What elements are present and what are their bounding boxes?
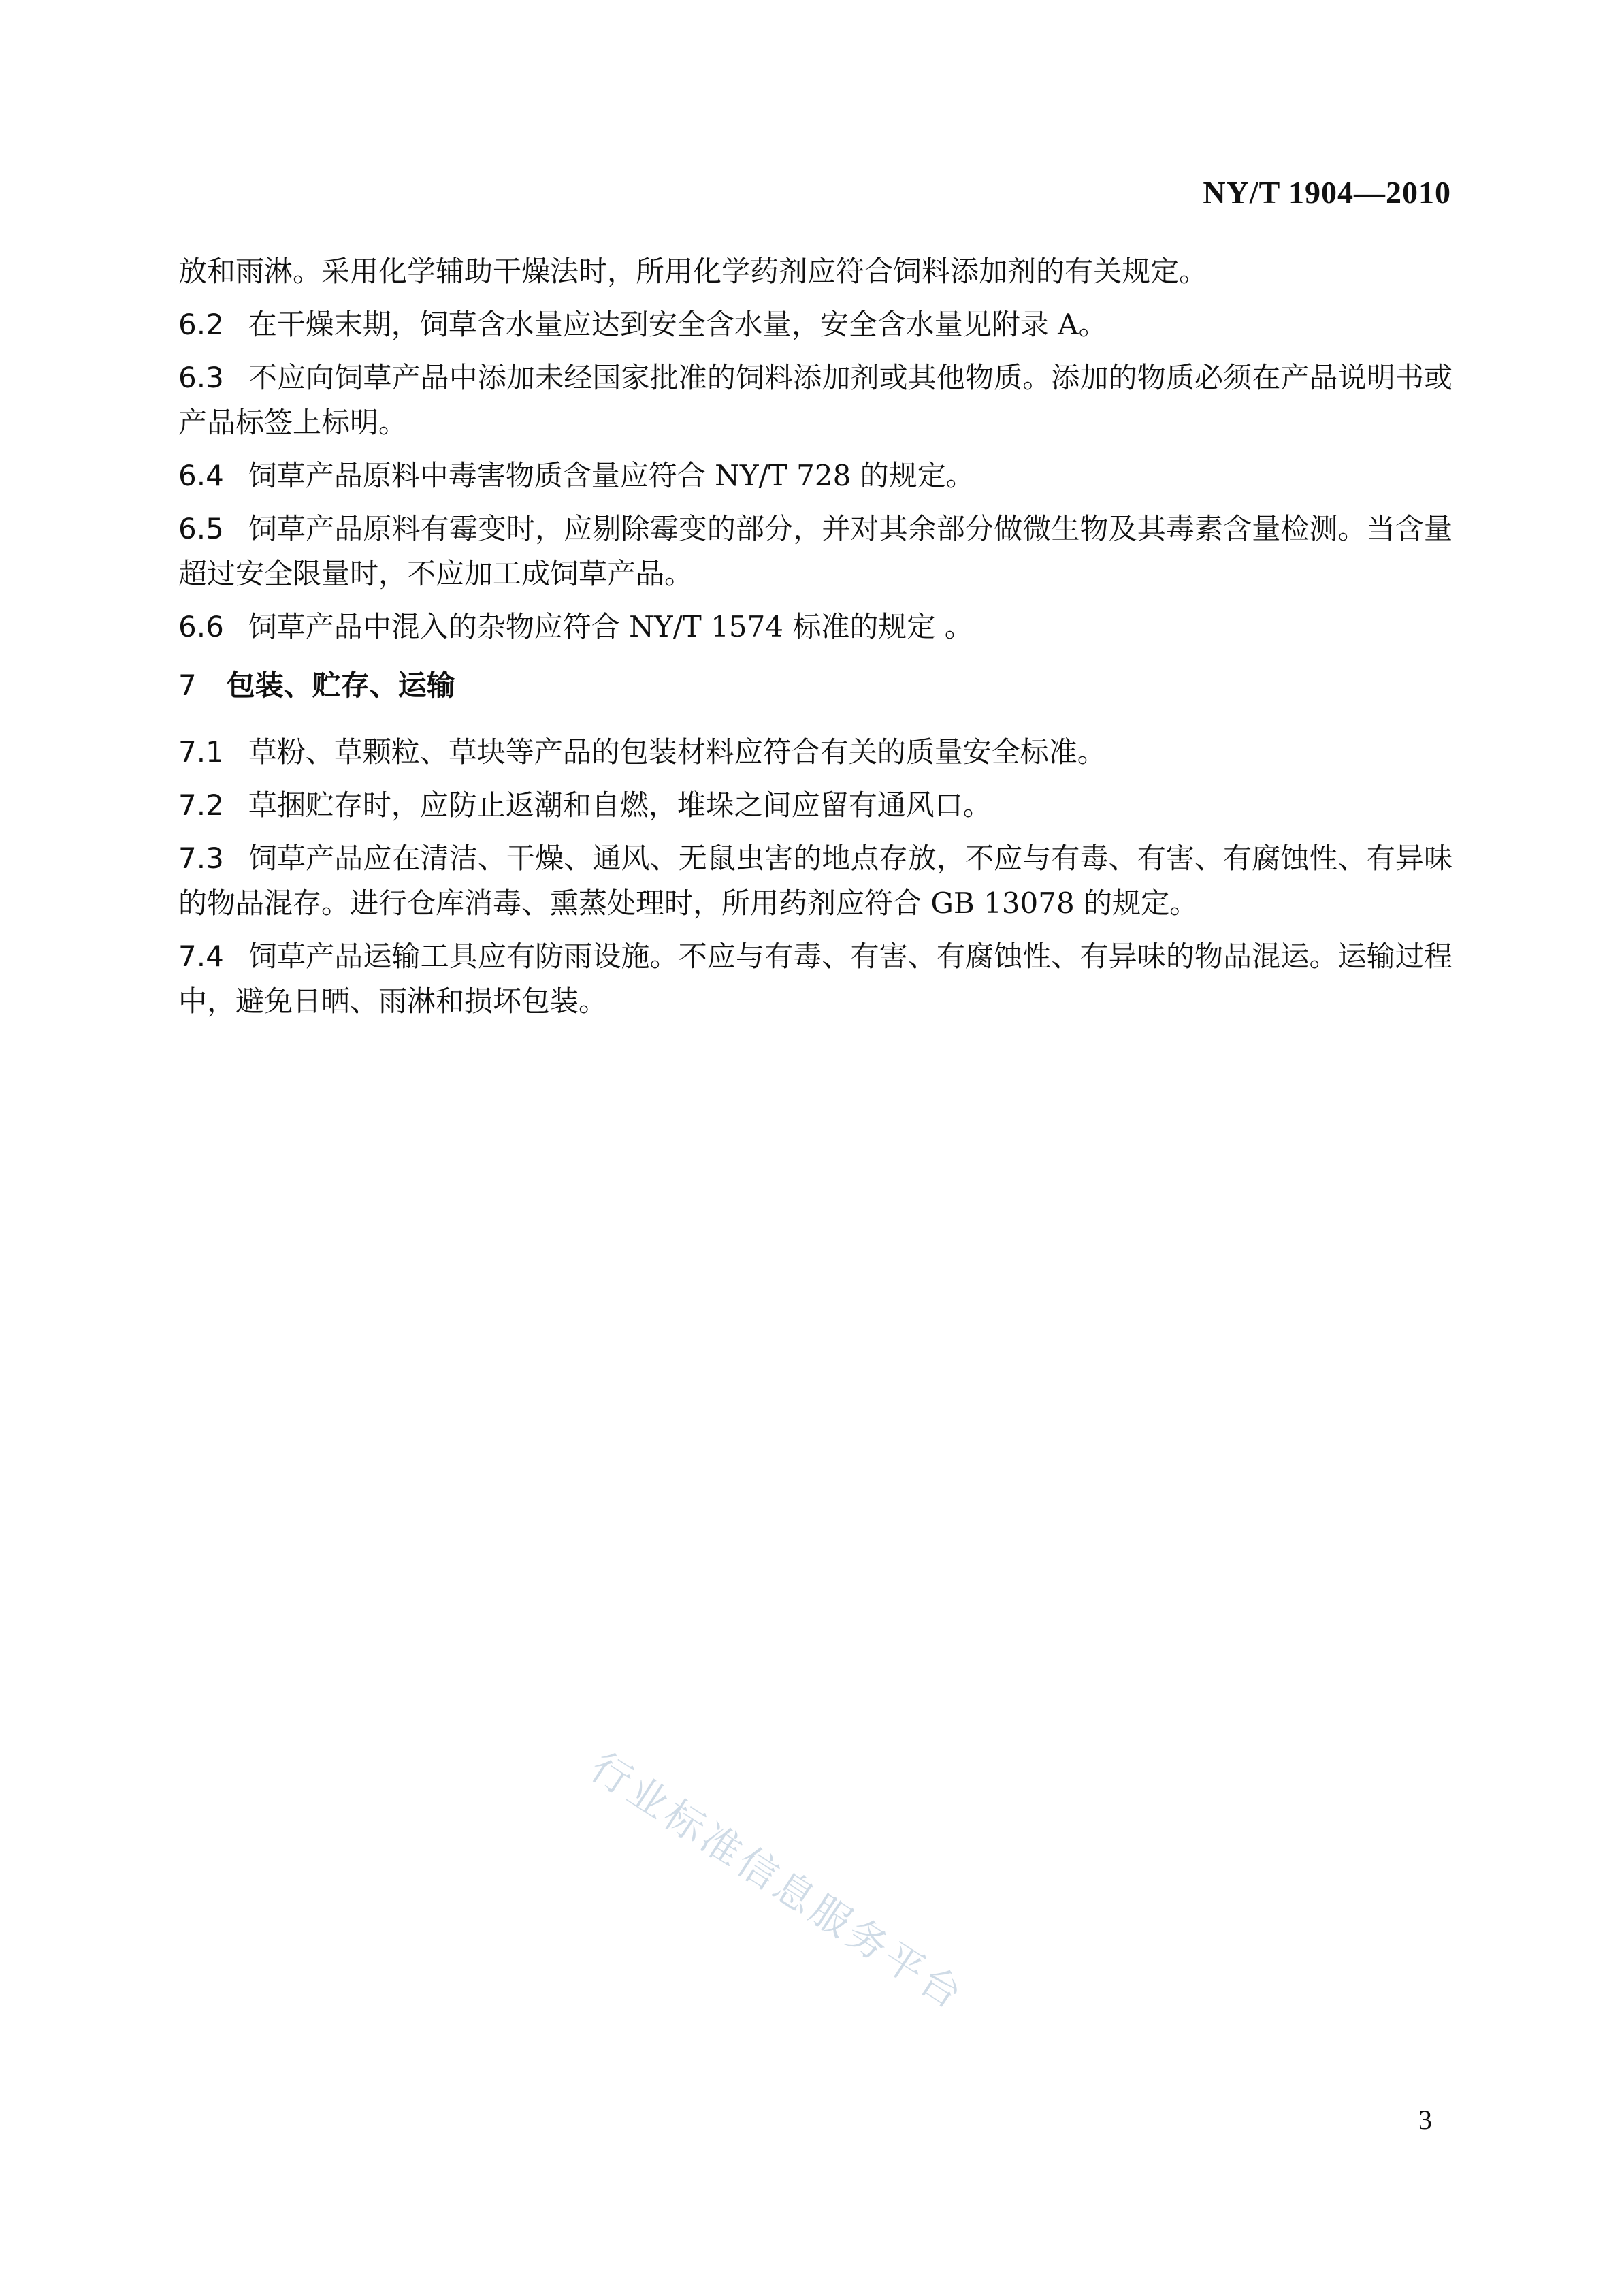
paragraph-text: 放和雨淋。采用化学辅助干燥法时，所用化学药剂应符合饲料添加剂的有关规定。: [178, 255, 1208, 288]
clause-text: 饲草产品原料有霉变时，应剔除霉变的部分，并对其余部分做微生物及其毒素含量检测。当含量超过安全限量时，不应加工成饲草产品。: [178, 512, 1452, 590]
clause-6-6: [178, 605, 1452, 649]
clause-number: 6.5: [178, 512, 224, 545]
clause-6-5: [178, 507, 1452, 596]
paragraph-continuation: [178, 249, 1452, 294]
clause-6-4: [178, 453, 1452, 498]
clause-text: 草粉、草颗粒、草块等产品的包装材料应符合有关的质量安全标准。: [248, 735, 1106, 769]
clause-6-2: [178, 302, 1452, 347]
watermark: 行业标准信息服务平台: [582, 1743, 973, 2020]
document-body: [178, 249, 1452, 1032]
clause-text: 饲草产品原料中毒害物质含量应符合 NY/T 728 的规定。: [248, 459, 975, 492]
clause-6-3: [178, 355, 1452, 445]
standard-code: NY/T 1904—2010: [1203, 175, 1451, 210]
clause-7-1: [178, 730, 1452, 775]
clause-text: 草捆贮存时，应防止返潮和自燃，堆垛之间应留有通风口。: [248, 788, 992, 822]
clause-number: 7.3: [178, 841, 224, 875]
section-heading-7: [178, 663, 1452, 708]
clause-text: 饲草产品运输工具应有防雨设施。不应与有毒、有害、有腐蚀性、有异味的物品混运。运输过程中，避免日晒、雨淋和损坏包装。: [178, 940, 1452, 1018]
clause-7-4: [178, 934, 1452, 1024]
clause-7-2: [178, 783, 1452, 828]
clause-number: 7.2: [178, 788, 224, 822]
clause-number: 7.4: [178, 940, 224, 973]
page-number: 3: [1418, 2104, 1432, 2135]
clause-text: 不应向饲草产品中添加未经国家批准的饲料添加剂或其他物质。添加的物质必须在产品说明书或产品标签上标明。: [178, 361, 1452, 439]
clause-text: 饲草产品应在清洁、干燥、通风、无鼠虫害的地点存放，不应与有毒、有害、有腐蚀性、有异味的物品混存。进行仓库消毒、熏蒸处理时，所用药剂应符合 GB 13078 的规定。: [178, 841, 1452, 920]
clause-text: 在干燥末期，饲草含水量应达到安全含水量，安全含水量见附录 A。: [248, 308, 1107, 341]
clause-number: 7.1: [178, 735, 224, 769]
clause-number: 6.4: [178, 459, 224, 492]
clause-number: 6.2: [178, 308, 224, 341]
clause-text: 饲草产品中混入的杂物应符合 NY/T 1574 标准的规定 。: [248, 610, 973, 643]
clause-number: 6.3: [178, 361, 224, 394]
section-title: 包装、贮存、运输: [226, 669, 455, 702]
section-number: 7: [178, 669, 197, 702]
clause-number: 6.6: [178, 610, 224, 643]
clause-7-3: [178, 836, 1452, 926]
